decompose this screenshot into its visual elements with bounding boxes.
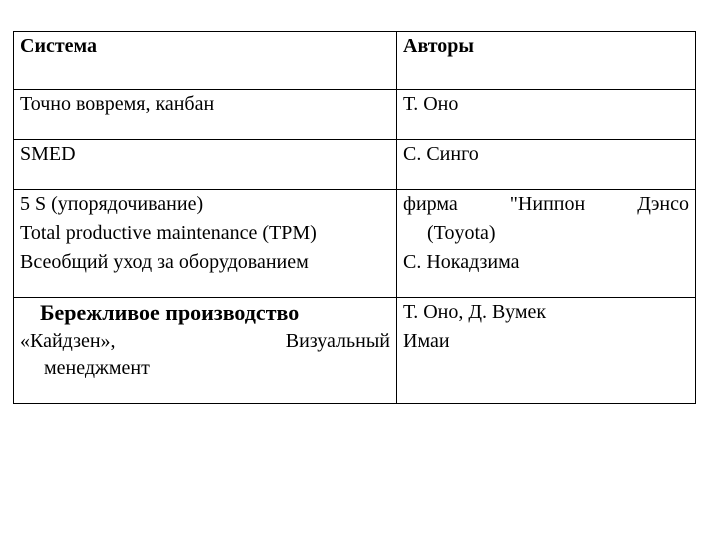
system-text-5s: 5 S (упорядочивание): [20, 193, 204, 215]
authors-cell: [397, 90, 696, 140]
system-cell: [14, 140, 397, 190]
system-line-kaizen: [20, 328, 390, 355]
table-row: [14, 298, 696, 404]
authors-line-toyota: (Toyota): [427, 222, 496, 244]
authors-line-company: [403, 190, 689, 219]
table-row: [14, 90, 696, 140]
table-header-row: [14, 32, 696, 90]
systems-authors-table: [13, 31, 696, 404]
authors-text: С. Синго: [403, 143, 479, 165]
system-line-management: менеджмент: [44, 357, 150, 379]
authors-line-nokadzima: С. Нокадзима: [403, 251, 520, 273]
authors-text: Имаи: [403, 330, 450, 352]
authors-text: Т. Оно: [403, 93, 459, 115]
authors-cell: [397, 298, 696, 404]
header-cell-authors: [397, 32, 696, 90]
header-authors-label: Авторы: [403, 35, 475, 57]
system-text: Точно вовремя, канбан: [20, 93, 215, 115]
authors-cell: [397, 140, 696, 190]
authors-word: "Ниппон: [509, 193, 586, 215]
system-text-equipment-care: Всеобщий уход за оборудованием: [20, 251, 309, 273]
system-cell: [14, 190, 397, 298]
table-row: [14, 190, 696, 298]
authors-cell: [397, 190, 696, 298]
system-text-tpm: Total productive maintenance (TPM): [20, 222, 317, 244]
table-row: [14, 140, 696, 190]
header-system-label: Система: [20, 35, 98, 57]
system-cell: [14, 90, 397, 140]
system-word: «Кайдзен»,: [20, 330, 116, 352]
system-cell: [14, 298, 397, 404]
system-word: Визуальный: [285, 330, 390, 352]
system-text: SMED: [20, 143, 76, 165]
header-cell-system: [14, 32, 397, 90]
lean-production-title: Бережливое производство: [40, 300, 300, 325]
authors-word: Дэнсо: [637, 193, 689, 215]
authors-word: фирма: [403, 193, 458, 215]
authors-text: Т. Оно, Д. Вумек: [403, 301, 547, 323]
